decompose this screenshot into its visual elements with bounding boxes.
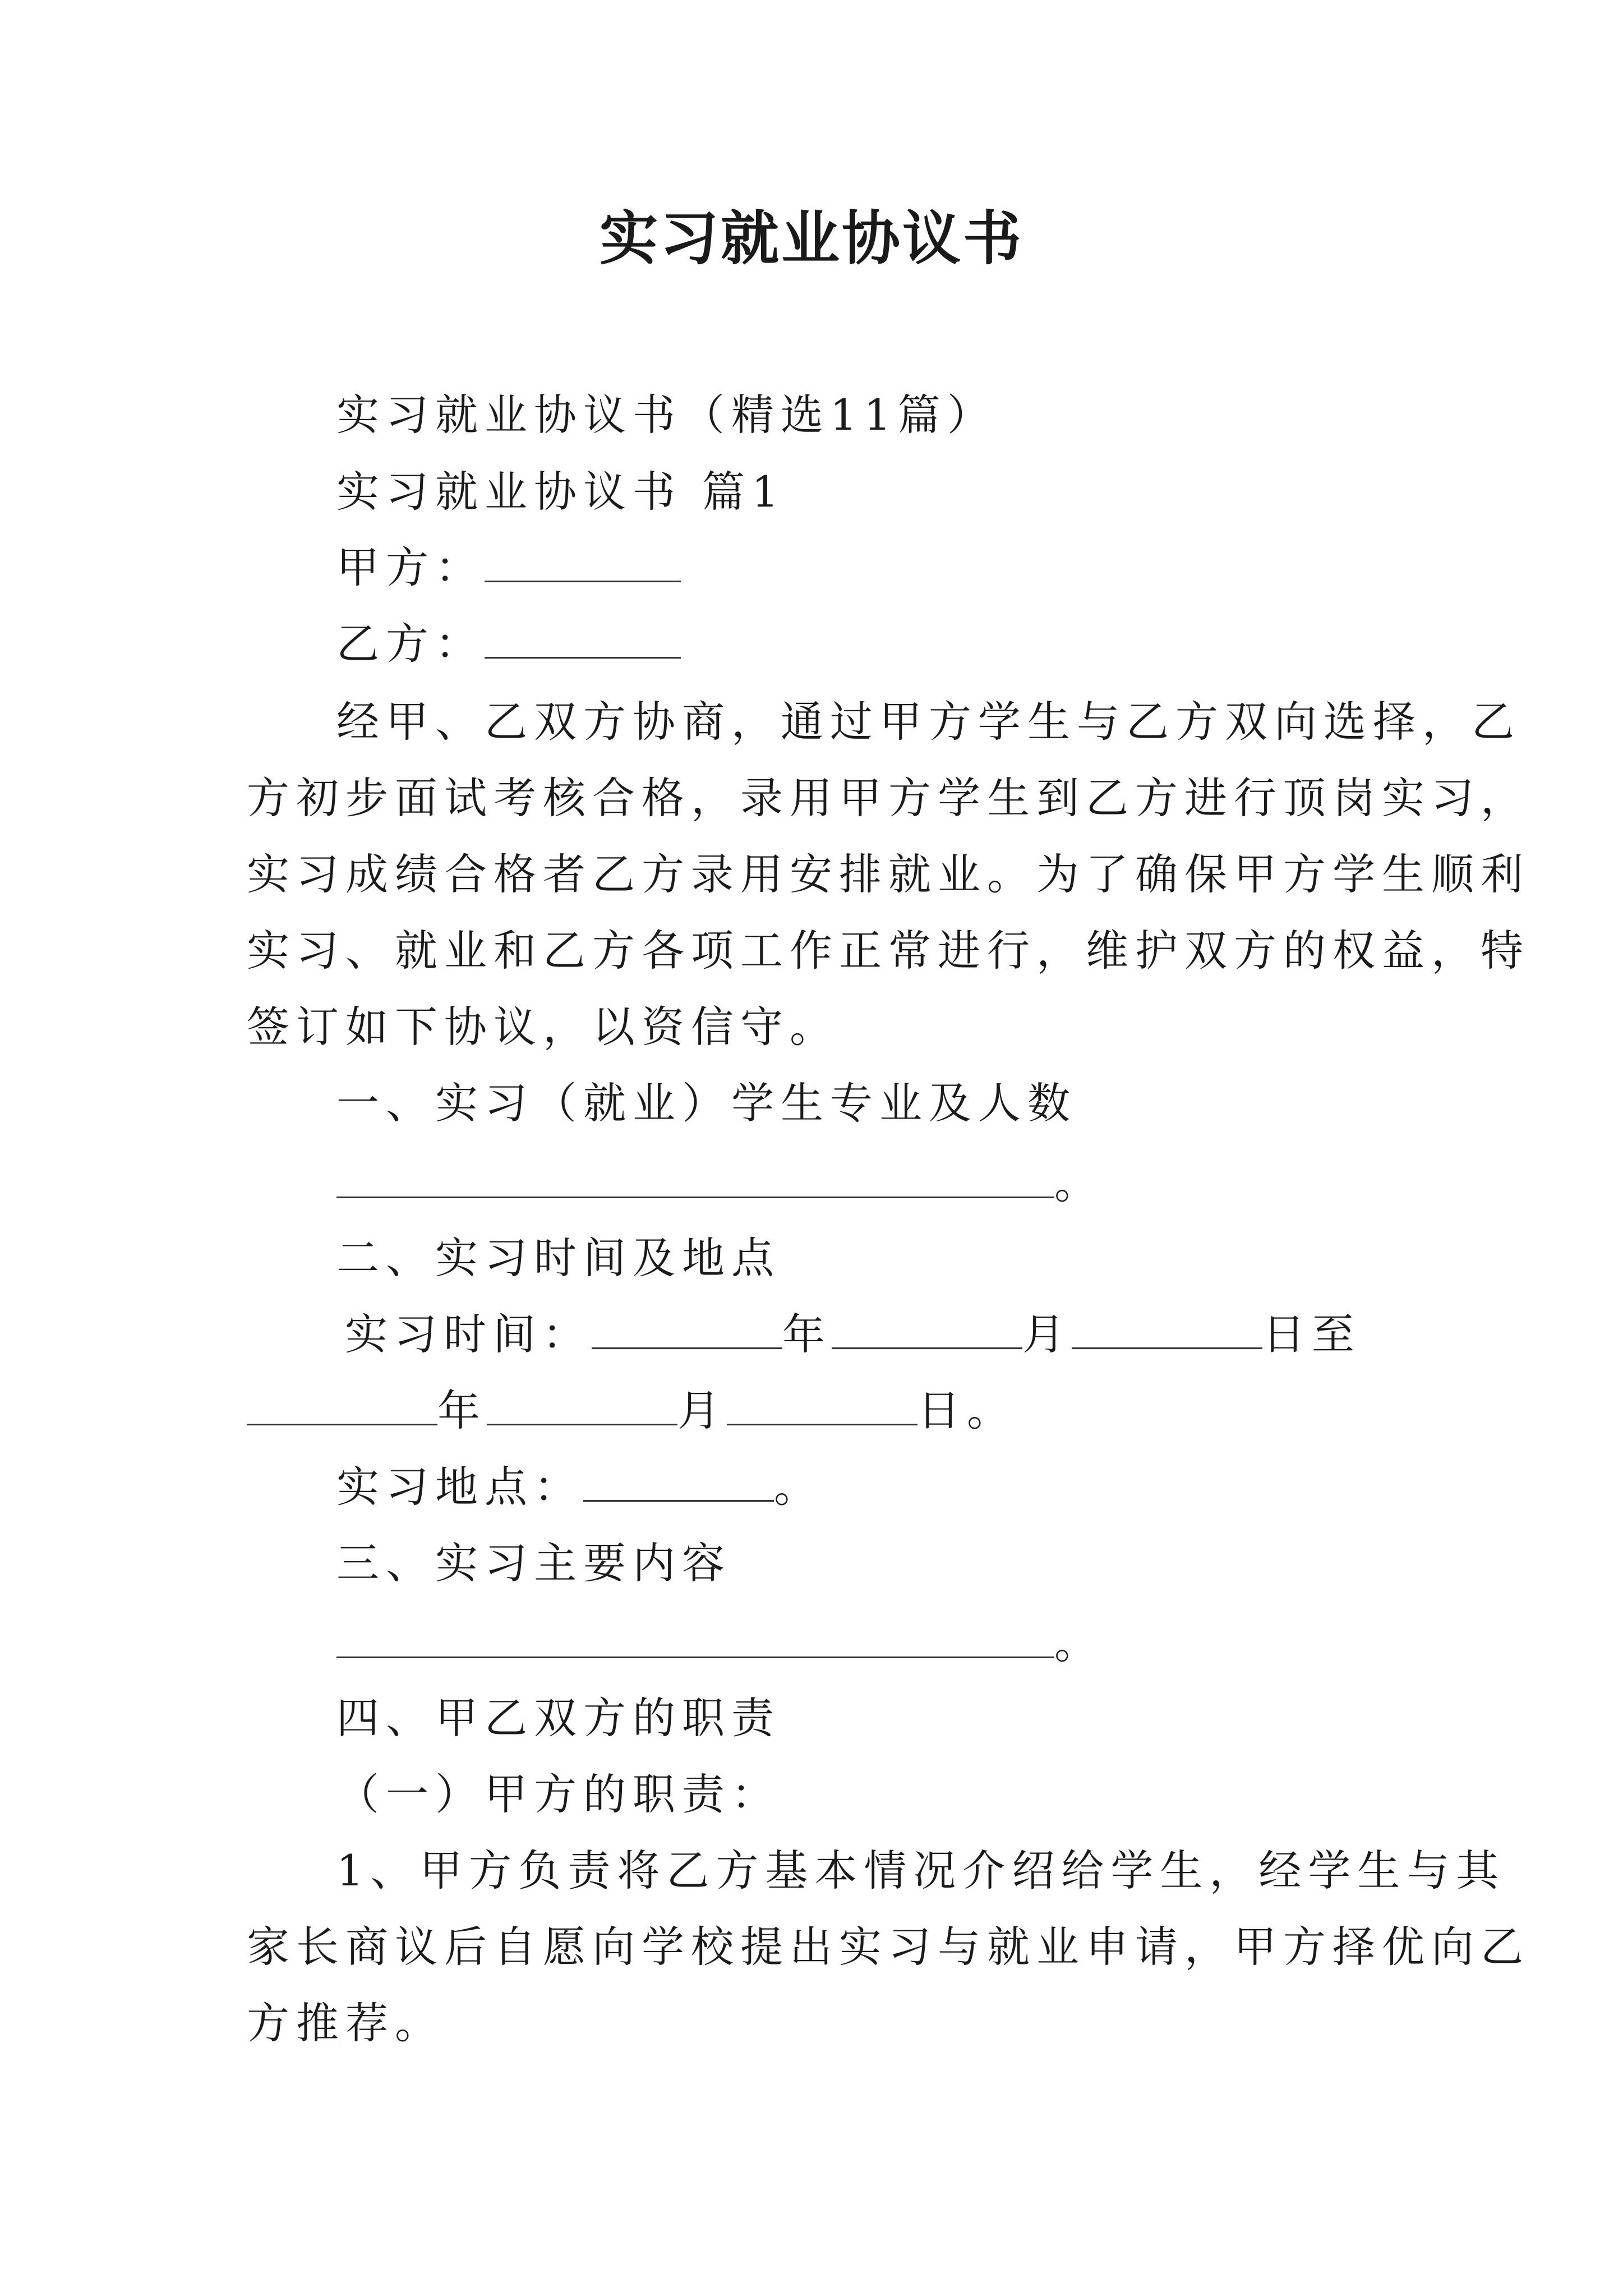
document-title: 实习就业协议书	[599, 204, 1023, 273]
location-blank	[583, 1462, 774, 1502]
party-a-line	[336, 540, 681, 596]
item-2-heading: 二、实习时间及地点	[336, 1233, 781, 1283]
item-1-heading: 一、实习（就业）学生专业及人数	[336, 1078, 1077, 1128]
end-year-blank	[247, 1386, 437, 1425]
duty-1-line-1: 1、甲方负责将乙方基本情况介绍给学生，经学生与其	[336, 1846, 1506, 1895]
party-a-blank	[485, 542, 681, 582]
party-a-duties-heading: （一）甲方的职责：	[336, 1769, 781, 1819]
party-b-blank	[485, 619, 681, 659]
location-label: 实习地点：	[336, 1462, 583, 1512]
time-line-2	[247, 1383, 1016, 1439]
item-4-heading: 四、甲乙双方的职责	[336, 1693, 781, 1743]
day-end-label: 日。	[917, 1386, 1016, 1435]
item-3-blank	[336, 1618, 1054, 1658]
start-year-label: 年	[782, 1309, 832, 1359]
end-year-label: 年	[437, 1386, 487, 1435]
start-month-label: 月	[1022, 1309, 1072, 1359]
start-day-blank	[1072, 1309, 1262, 1349]
item-3-heading: 三、实习主要内容	[336, 1538, 731, 1588]
location-period: 。	[774, 1462, 823, 1512]
intro-line-3: 实习成绩合格者乙方录用安排就业。为了确保甲方学生顺利	[247, 849, 1530, 899]
item-1-blank	[336, 1158, 1054, 1198]
duty-1-line-2: 家长商议后自愿向学校提出实习与就业申请，甲方择优向乙	[247, 1922, 1530, 1972]
start-year-blank	[592, 1309, 782, 1349]
party-a-label: 甲方：	[336, 542, 485, 592]
intro-line-1: 经甲、乙双方协商，通过甲方学生与乙方双向选择，乙	[336, 697, 1521, 747]
intro-line-2: 方初步面试考核合格，录用甲方学生到乙方进行顶岗实习，	[247, 773, 1530, 823]
end-month-label: 月	[677, 1386, 727, 1435]
intro-line-5: 签订如下协议，以资信守。	[247, 1002, 839, 1052]
section-heading: 实习就业协议书 篇1	[336, 467, 786, 517]
end-month-blank	[487, 1386, 677, 1425]
day-to-label: 日至	[1262, 1309, 1361, 1359]
intro-line-4: 实习、就业和乙方各项工作正常进行，维护双方的权益，特	[247, 926, 1530, 976]
item-1-fill-line	[336, 1156, 1104, 1212]
end-day-blank	[727, 1386, 917, 1425]
party-b-label: 乙方：	[336, 619, 485, 669]
item-3-period: 。	[1054, 1618, 1104, 1668]
location-line	[336, 1459, 823, 1515]
item-1-period: 。	[1054, 1158, 1104, 1208]
item-3-fill-line	[336, 1616, 1104, 1672]
party-b-line	[336, 616, 681, 672]
duty-1-line-3: 方推荐。	[247, 1998, 444, 2048]
time-line-1	[345, 1306, 1361, 1363]
start-month-blank	[832, 1309, 1022, 1349]
time-label: 实习时间：	[345, 1309, 592, 1359]
document-subtitle: 实习就业协议书（精选11篇）	[336, 390, 997, 440]
